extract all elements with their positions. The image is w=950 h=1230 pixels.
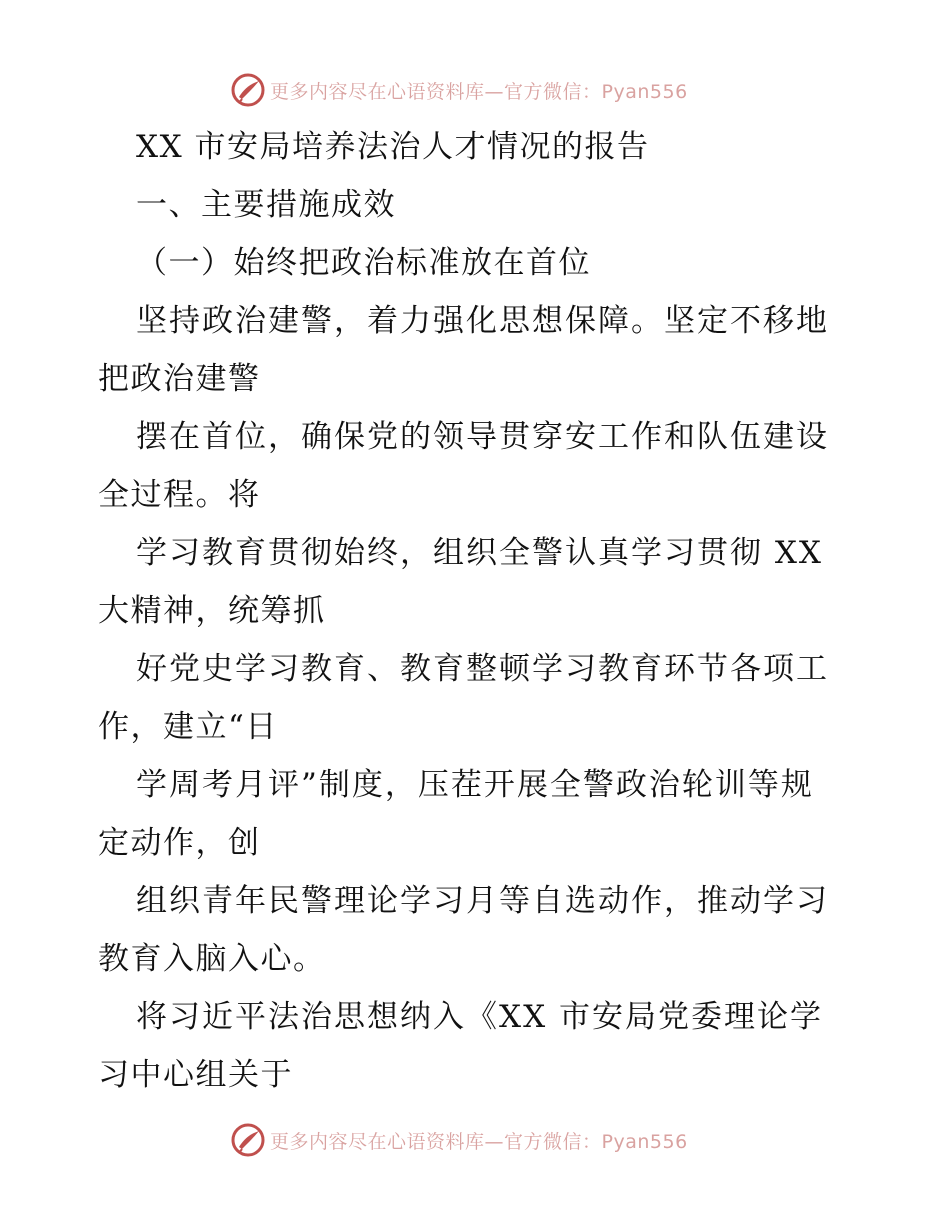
document-title: XX 市安局培养法治人才情况的报告 — [136, 129, 650, 165]
section-heading: 一、主要措施成效 — [136, 187, 396, 223]
paragraph-line: 摆在首位，确保党的领导贯穿安工作和队伍建设 — [136, 419, 829, 455]
paragraph-line: 学周考月评”制度，压茬开展全警政治轮训等规 — [136, 767, 814, 803]
paragraph-line: 习中心组关于 — [98, 1057, 293, 1093]
watermark-text: 更多内容尽在心语资料库—官方微信：Pyan556 — [270, 80, 688, 103]
paragraph-line: 大精神，统筹抓 — [98, 593, 326, 629]
paragraph-line: 把政治建警 — [98, 361, 261, 397]
watermark-text: 更多内容尽在心语资料库—官方微信：Pyan556 — [270, 1130, 688, 1153]
paragraph-line: 定动作，创 — [98, 825, 261, 861]
paragraph-line: 好党史学习教育、教育整顿学习教育环节各项工 — [136, 651, 829, 687]
document-body — [98, 118, 858, 1104]
logo-icon — [230, 72, 266, 108]
paragraph-line: 坚持政治建警，着力强化思想保障。坚定不移地 — [136, 303, 829, 339]
logo-icon — [230, 1122, 266, 1158]
header-watermark — [230, 70, 750, 110]
paragraph-line: 组织青年民警理论学习月等自选动作，推动学习 — [136, 883, 829, 919]
paragraph-line: 教育入脑入心。 — [98, 941, 326, 977]
paragraph-line: 将习近平法治思想纳入《XX 市安局党委理论学 — [136, 999, 823, 1035]
paragraph-line: 学习教育贯彻始终，组织全警认真学习贯彻 XX — [136, 535, 823, 571]
subsection-heading: （一）始终把政治标准放在首位 — [136, 245, 591, 281]
paragraph-line: 作，建立“日 — [98, 709, 278, 745]
paragraph-line: 全过程。将 — [98, 477, 261, 513]
footer-watermark — [230, 1120, 750, 1160]
